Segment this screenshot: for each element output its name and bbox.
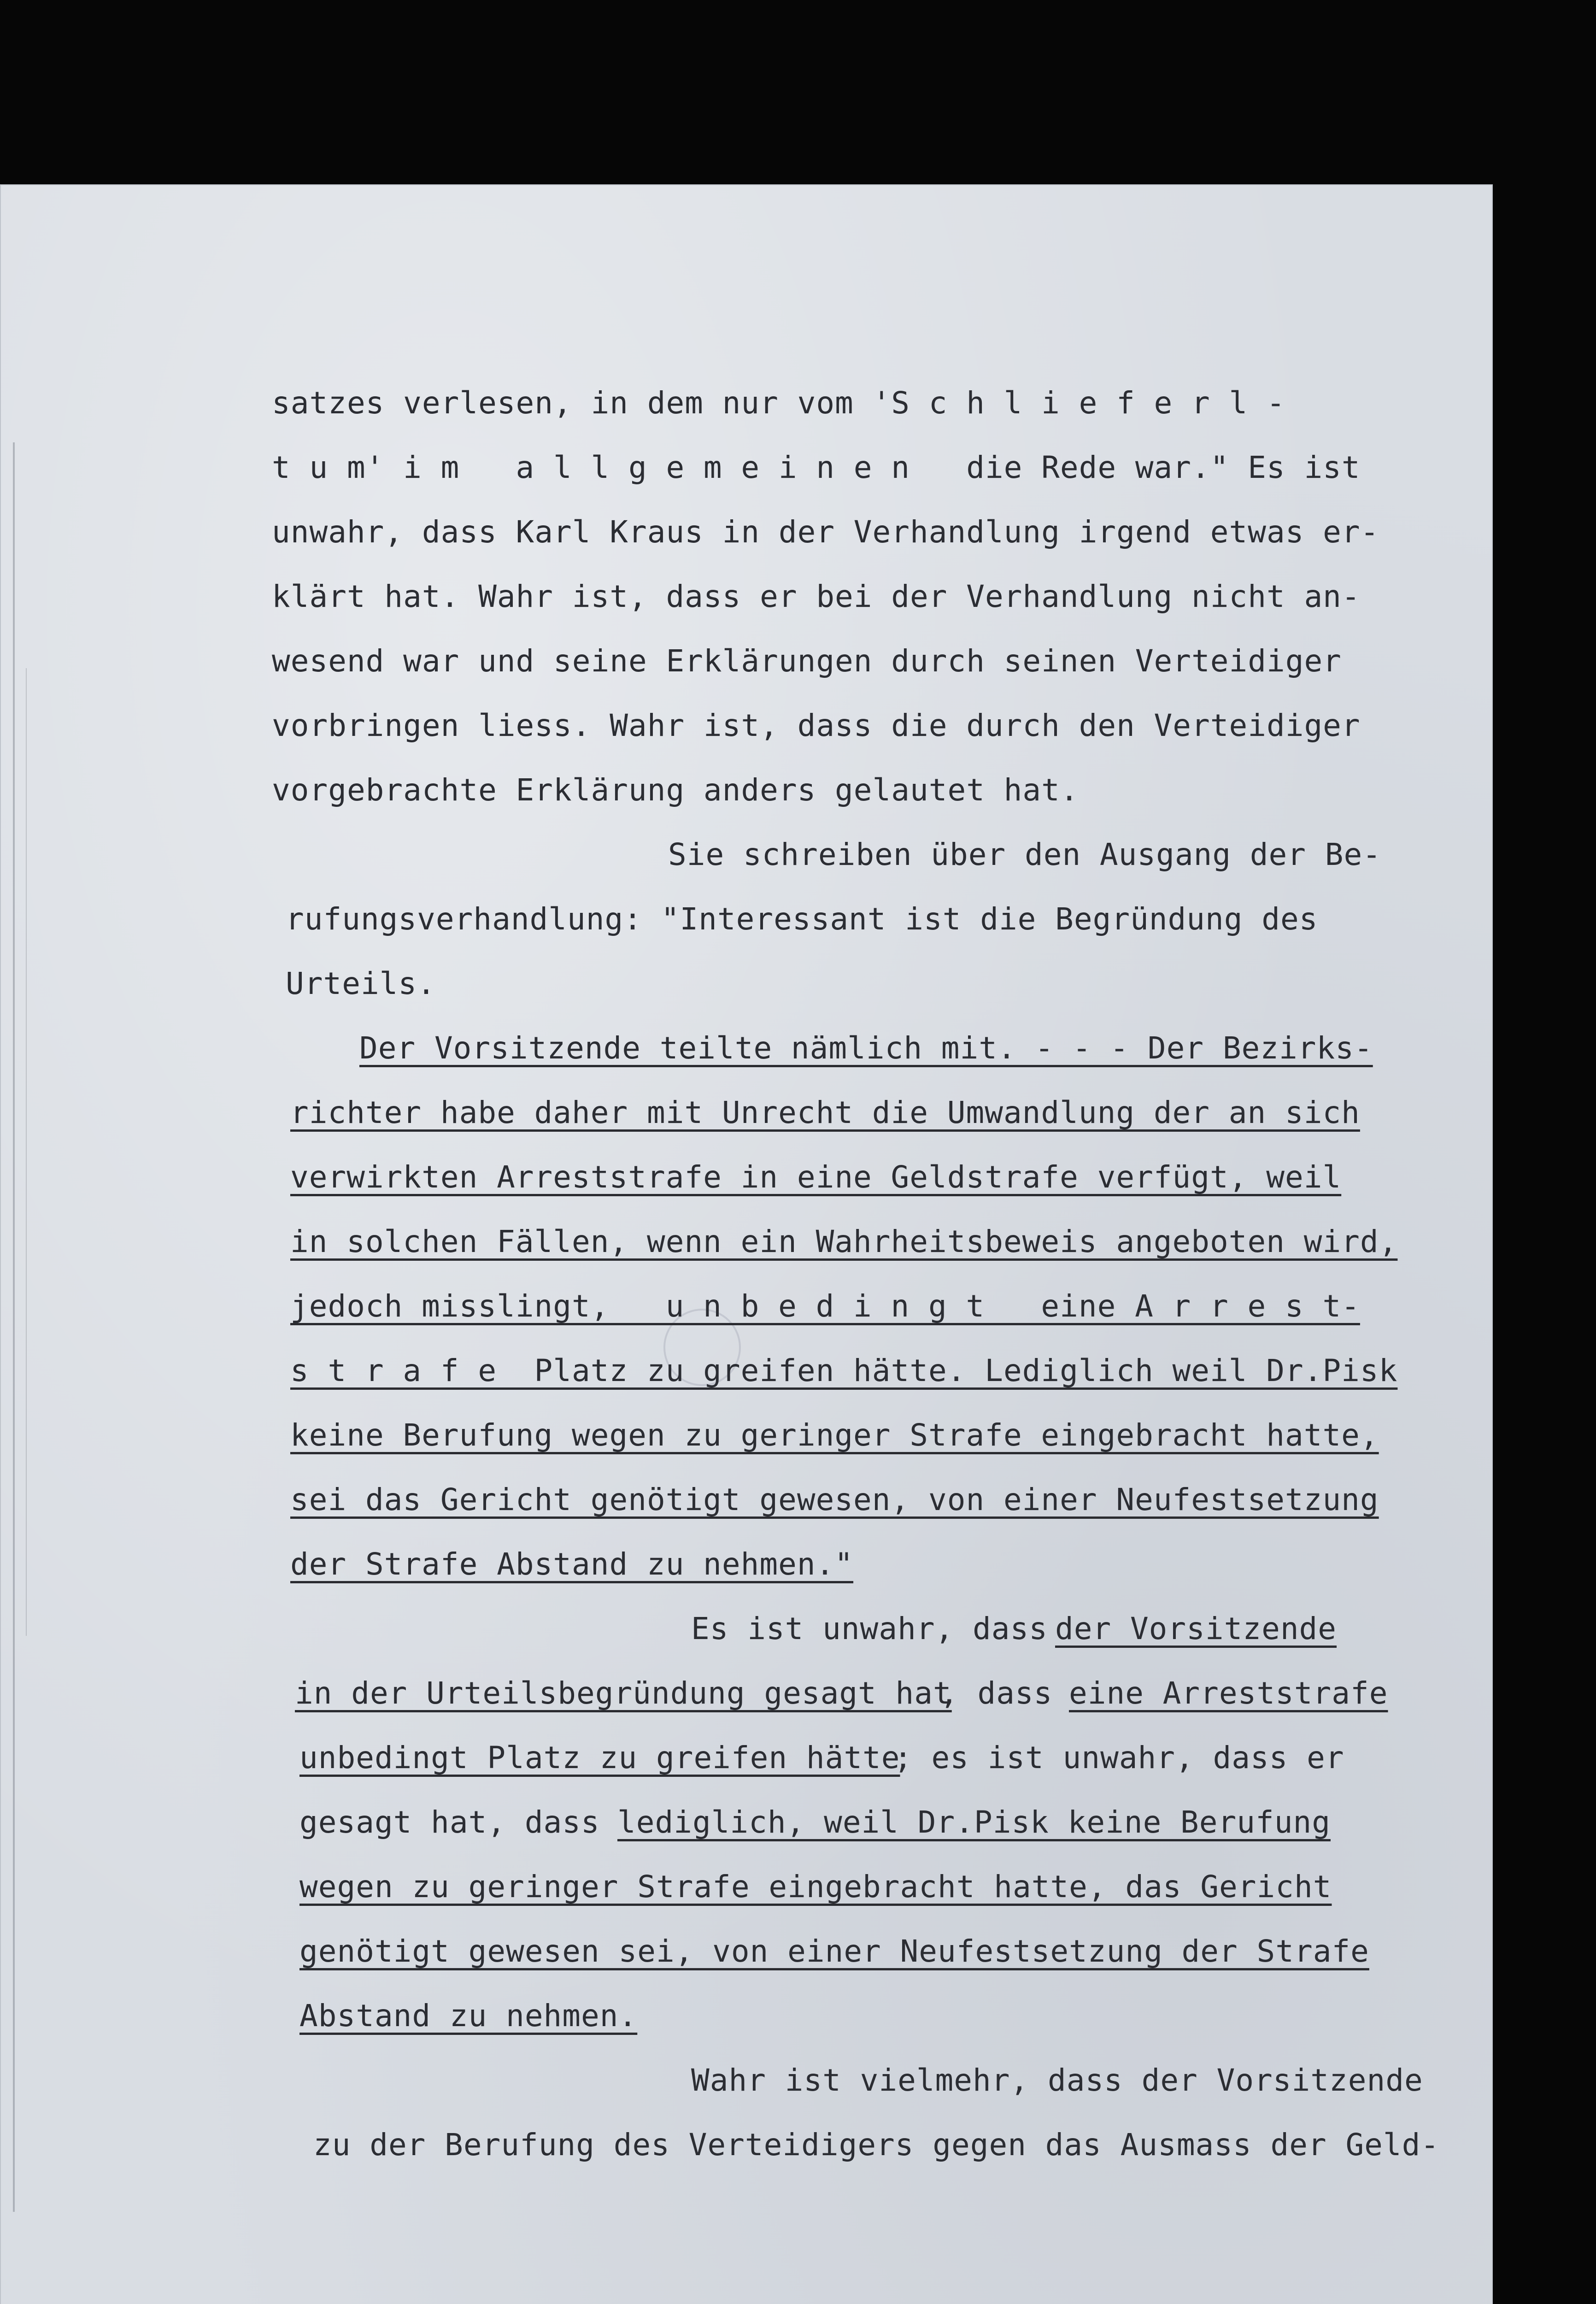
text-line-underlined: jedoch misslingt, u n b e d i n g t eine A r r e s t-	[290, 1288, 1360, 1324]
text-line-underlined: keine Berufung wegen zu geringer Strafe eingebracht hatte,	[290, 1417, 1379, 1453]
text-line: , dass	[940, 1675, 1053, 1711]
text-line-underlined: lediglich, weil Dr.Pisk keine Berufung	[617, 1804, 1331, 1840]
text-line-underlined: s t r a f e Platz zu greifen hätte. Lediglich weil Dr.Pisk	[290, 1353, 1398, 1388]
text-line-underlined: unbedingt Platz zu greifen hätte	[299, 1740, 900, 1775]
text-line: gesagt hat, dass	[299, 1804, 600, 1840]
text-line: Wahr ist vielmehr, dass der Vorsitzende	[691, 2063, 1423, 2098]
text-line: t u m' i m a l l g e m e i n e n die Rede war." Es ist	[272, 450, 1361, 485]
text-line: satzes verlesen, in dem nur vom 'S c h l i e f e r l -	[272, 385, 1285, 421]
text-line-underlined: der Strafe Abstand zu nehmen."	[290, 1546, 854, 1582]
text-line-underlined: richter habe daher mit Unrecht die Umwandlung der an sich	[290, 1095, 1360, 1130]
text-line-underlined: Abstand zu nehmen.	[299, 1998, 638, 2034]
text-line: Sie schreiben über den Ausgang der Be-	[668, 837, 1381, 872]
text-line-underlined: Der Vorsitzende teilte nämlich mit. - - - Der Bezirks-	[359, 1030, 1373, 1066]
text-line-underlined: in solchen Fällen, wenn ein Wahrheitsbeweis angeboten wird,	[290, 1224, 1398, 1259]
text-line-underlined: wegen zu geringer Strafe eingebracht hatte, das Gericht	[299, 1869, 1332, 1904]
text-line: ; es ist unwahr, dass er	[894, 1740, 1344, 1775]
typed-text-body	[0, 184, 1493, 2304]
text-line-underlined: genötigt gewesen sei, von einer Neufestsetzung der Strafe	[299, 1934, 1369, 1969]
document-page	[0, 184, 1493, 2304]
text-line: unwahr, dass Karl Kraus in der Verhandlung irgend etwas er-	[272, 514, 1379, 550]
text-line: wesend war und seine Erklärungen durch seinen Verteidiger	[272, 643, 1342, 679]
text-line: rufungsverhandlung: "Interessant ist die Begründung des	[286, 901, 1318, 937]
text-line: klärt hat. Wahr ist, dass er bei der Verhandlung nicht an-	[272, 579, 1361, 614]
text-line-underlined: der Vorsitzende	[1055, 1611, 1337, 1646]
text-line-underlined: in der Urteilsbegründung gesagt hat	[295, 1675, 952, 1711]
text-line: Urteils.	[286, 966, 436, 1001]
text-line: vorbringen liess. Wahr ist, dass die durch den Verteidiger	[272, 708, 1361, 743]
text-line-underlined: eine Arreststrafe	[1069, 1675, 1388, 1711]
text-line: vorgebrachte Erklärung anders gelautet hat.	[272, 772, 1079, 808]
text-line: Es ist unwahr, dass	[691, 1611, 1048, 1646]
text-line-underlined: verwirkten Arreststrafe in eine Geldstrafe verfügt, weil	[290, 1159, 1342, 1195]
text-line: zu der Berufung des Verteidigers gegen das Ausmass der Geld-	[313, 2127, 1440, 2163]
text-line-underlined: sei das Gericht genötigt gewesen, von einer Neufestsetzung	[290, 1482, 1379, 1517]
